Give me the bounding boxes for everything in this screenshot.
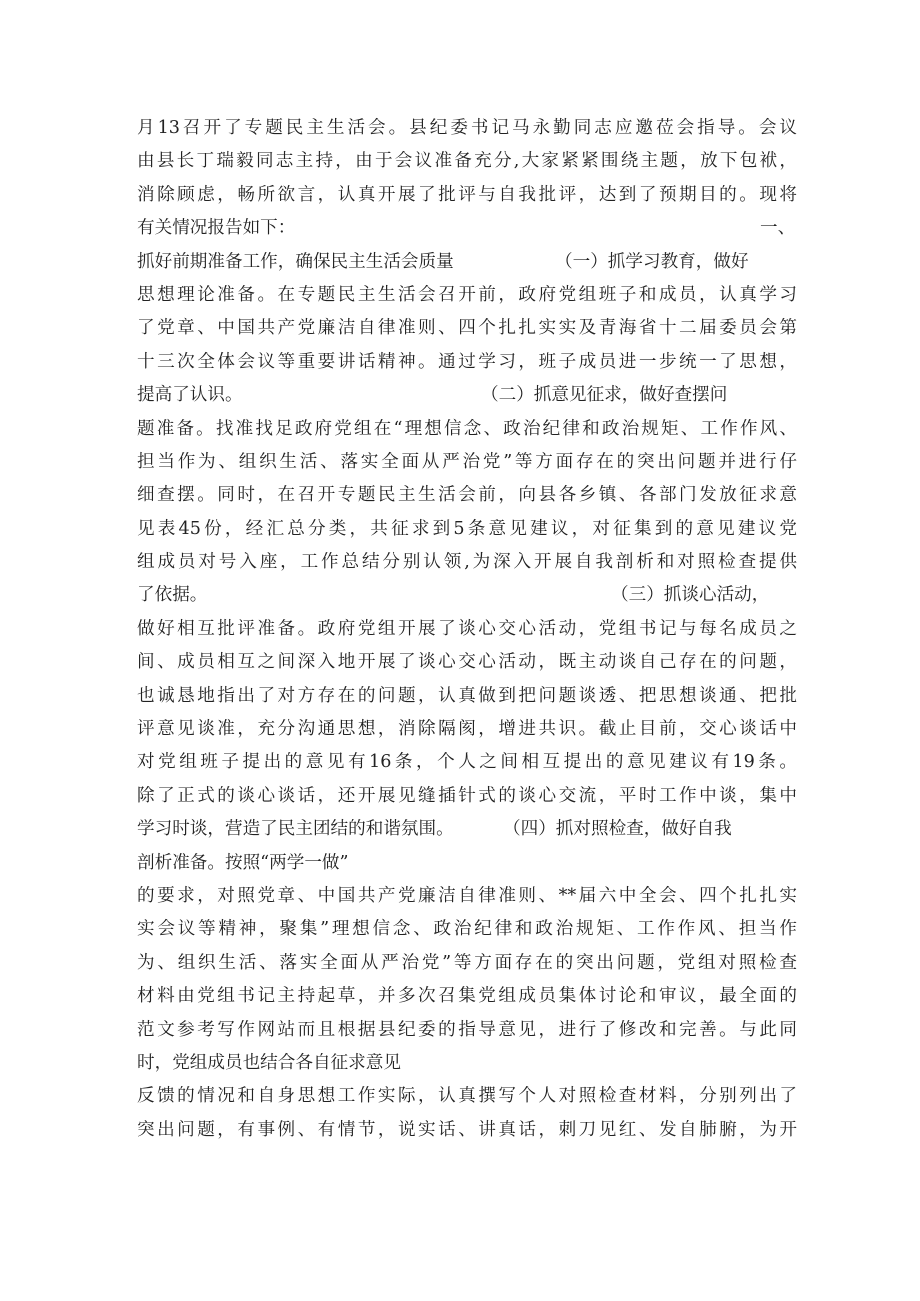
subheading-segment: （一）抓学习教育，做好	[555, 251, 749, 272]
text-line: 实会议等精神，聚集”理想信念、政治纪律和政治规矩、工作作风、担当作	[137, 919, 797, 940]
text-line: 消除顾虑，畅所欲言，认真开展了批评与自我批评，达到了预期目的。现将	[137, 184, 797, 205]
text-line: 剖析准备。按照“两学一做”	[137, 852, 349, 873]
text-line: 了党章、中国共产党廉洁自律准则、四个扎扎实实及青海省十二届委员会第	[137, 318, 797, 339]
text-line	[137, 246, 797, 279]
subheading-segment: 一、	[760, 218, 796, 239]
text-line: 除了正式的谈心谈话，还开展见缝插针式的谈心交流，平时工作中谈，集中	[137, 785, 797, 806]
text-line: 担当作为、组织生活、落实全面从严治党”等方面存在的突出问题并进行仔	[137, 451, 797, 472]
text-line: 时，党组成员也结合各自征求意见	[137, 1052, 401, 1073]
text-segment: 有关情况报告如下：	[137, 218, 296, 239]
text-line: 也诚恳地指出了对方存在的问题，认真做到把问题谈透、把思想谈通、把批	[137, 685, 797, 706]
text-line: 间、成员相互之间深入地开展了谈心交心活动，既主动谈自己存在的问题，	[137, 652, 797, 673]
text-line: 思想理论准备。在专题民主生活会召开前，政府党组班子和成员，认真学习	[137, 284, 797, 305]
text-line: 组成员对号入座，工作总结分别认领,为深入开展自我剖析和对照检查提供	[137, 552, 797, 573]
text-line	[137, 379, 797, 412]
text-line: 范文参考写作网站而且根据县纪委的指导意见，进行了修改和完善。与此同	[137, 1019, 797, 1040]
text-line: 细查摆。同时，在召开专题民主生活会前，向县各乡镇、各部门发放征求意	[137, 485, 797, 506]
text-line: 材料由党组书记主持起草，并多次召集党组成员集体讨论和审议，最全面的	[137, 986, 797, 1007]
text-line	[137, 212, 797, 245]
text-segment: 学习时谈，营造了民主团结的和谐氛围。	[137, 819, 454, 840]
text-line: 对党组班子提出的意见有16条，个人之间相互提出的意见建议有19条。	[137, 752, 797, 773]
subheading-segment: （三）抓谈心活动，	[611, 585, 770, 606]
subheading-segment: （二）抓意见征求，做好查摆问	[481, 385, 728, 406]
text-segment: 抓好前期准备工作，确保民主生活会质量	[137, 251, 454, 272]
text-line: 题准备。找准找足政府党组在“理想信念、政治纪律和政治规矩、工作作风、	[137, 418, 797, 439]
text-line: 为、组织生活、落实全面从严治党”等方面存在的突出问题，党组对照检查	[137, 952, 797, 973]
body-text	[137, 112, 797, 1147]
text-line: 反馈的情况和自身思想工作实际，认真撰写个人对照检查材料，分别列出了	[137, 1086, 797, 1107]
text-line: 的要求，对照党章、中国共产党廉洁自律准则、**届六中全会、四个扎扎实	[137, 885, 797, 906]
text-line: 做好相互批评准备。政府党组开展了谈心交心活动，党组书记与每名成员之	[137, 618, 797, 639]
text-line: 由县长丁瑞毅同志主持，由于会议准备充分,大家紧紧围绕主题，放下包袱，	[137, 151, 797, 172]
text-line: 评意见谈准，充分沟通思想，消除隔阂，增进共识。截止目前，交心谈话中	[137, 719, 797, 740]
text-line: 见表45份，经汇总分类，共征求到5条意见建议，对征集到的意见建议党	[137, 518, 797, 539]
text-line: 突出问题，有事例、有情节，说实话、讲真话，刺刀见红、发自肺腑，为开	[137, 1119, 797, 1140]
text-line	[137, 813, 797, 846]
text-line: 月13召开了专题民主生活会。县纪委书记马永勤同志应邀莅会指导。会议	[137, 118, 797, 138]
text-line	[137, 579, 797, 612]
text-segment: 了依据。	[137, 585, 208, 606]
text-line: 十三次全体会议等重要讲话精神。通过学习，班子成员进一步统一了思想，	[137, 351, 797, 372]
text-segment: 提高了认识。	[137, 385, 243, 406]
subheading-segment: （四）抓对照检查，做好自我	[503, 819, 732, 840]
